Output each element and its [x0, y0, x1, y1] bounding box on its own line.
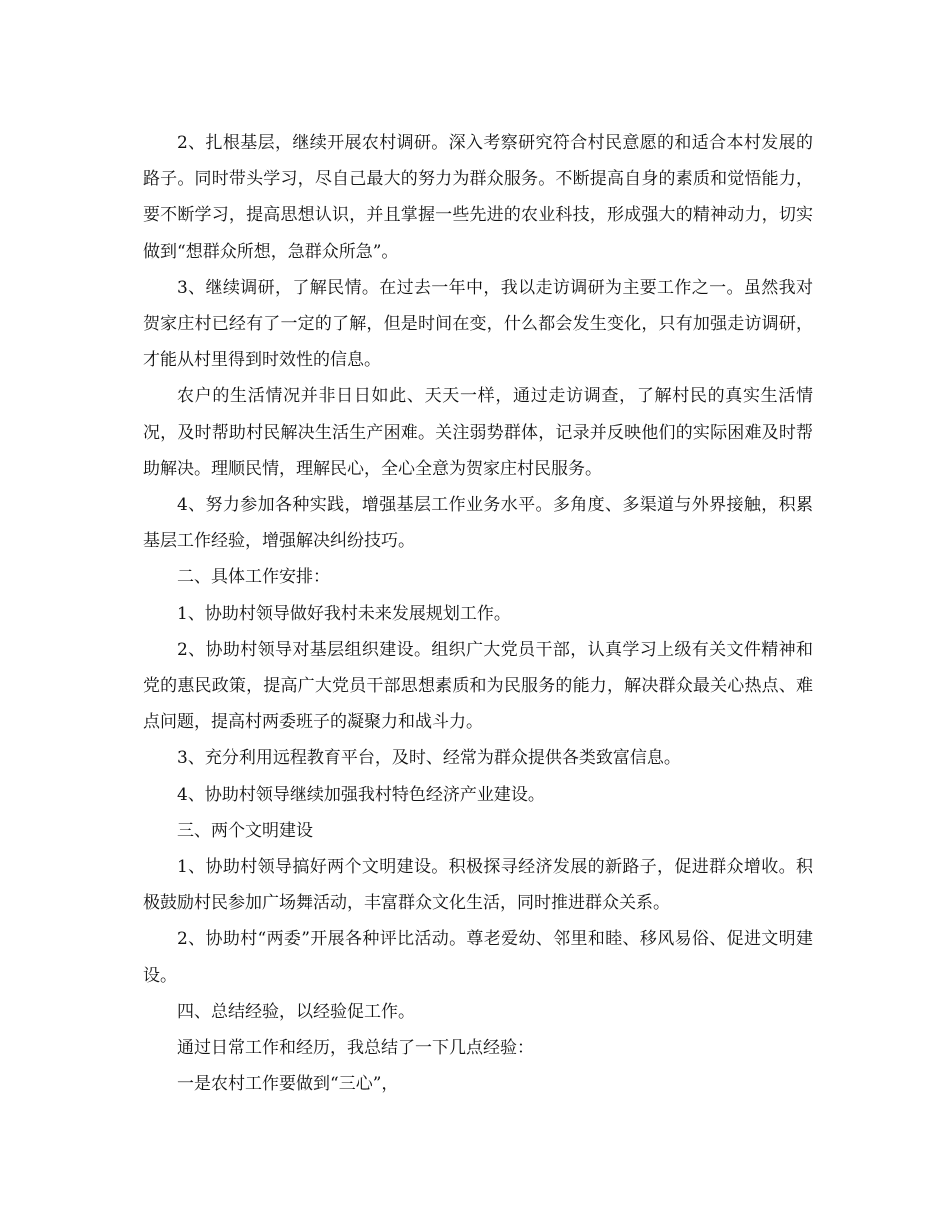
- paragraph-12: 2、协助村“两委”开展各种评比活动。尊老爱幼、邻里和睦、移风易俗、促进文明建设。: [143, 929, 813, 986]
- paragraph-7: 2、协助村领导对基层组织建设。组织广大党员干部，认真学习上级有关文件精神和党的惠民政策，提高广大党员干部思想素质和为民服务的能力，解决群众最关心热点、难点问题，提高村两委班子的凝聚力和战斗力。: [143, 639, 813, 733]
- paragraph-4: 4、努力参加各种实践，增强基层工作业务水平。多角度、多渠道与外界接触，积累基层工作经验，增强解决纠纷技巧。: [143, 495, 813, 552]
- paragraph-11: 1、协助村领导搞好两个文明建设。积极探寻经济发展的新路子，促进群众增收。积极鼓励村民参加广场舞活动，丰富群众文化生活，同时推进群众关系。: [143, 857, 813, 914]
- paragraph-9: 4、协助村领导继续加强我村特色经济产业建设。: [177, 784, 545, 805]
- section-heading-4: 四、总结经验，以经验促工作。: [177, 1001, 415, 1022]
- paragraph-14: 通过日常工作和经历，我总结了一下几点经验：: [177, 1038, 534, 1059]
- section-heading-3: 三、两个文明建设: [177, 820, 313, 841]
- document-body: [143, 125, 813, 1102]
- section-heading-2: 二、具体工作安排：: [177, 567, 330, 588]
- paragraph-8: 3、充分利用远程教育平台，及时、经常为群众提供各类致富信息。: [177, 748, 681, 769]
- paragraph-15: 一是农村工作要做到“三心”，: [177, 1074, 399, 1095]
- paragraph-1: 2、扎根基层，继续开展农村调研。深入考察研究符合村民意愿的和适合本村发展的路子。同时带头学习，尽自己最大的努力为群众服务。不断提高自身的素质和觉悟能力，要不断学习，提高思想认识，并且掌握一些先进的农业科技，形成强大的精神动力，切实做到“想群众所想，急群众所急”。: [143, 133, 813, 262]
- paragraph-6: 1、协助村领导做好我村未来发展规划工作。: [177, 603, 511, 624]
- paragraph-2: 3、继续调研，了解民情。在过去一年中，我以走访调研为主要工作之一。虽然我对贺家庄村已经有了一定的了解，但是时间在变，什么都会发生变化，只有加强走访调研，才能从村里得到时效性的信息。: [143, 277, 813, 371]
- paragraph-3: 农户的生活情况并非日日如此、天天一样，通过走访调查，了解村民的真实生活情况，及时帮助村民解决生活生产困难。关注弱势群体，记录并反映他们的实际困难及时帮助解决。理顺民情，理解民心，全心全意为贺家庄村民服务。: [143, 386, 813, 479]
